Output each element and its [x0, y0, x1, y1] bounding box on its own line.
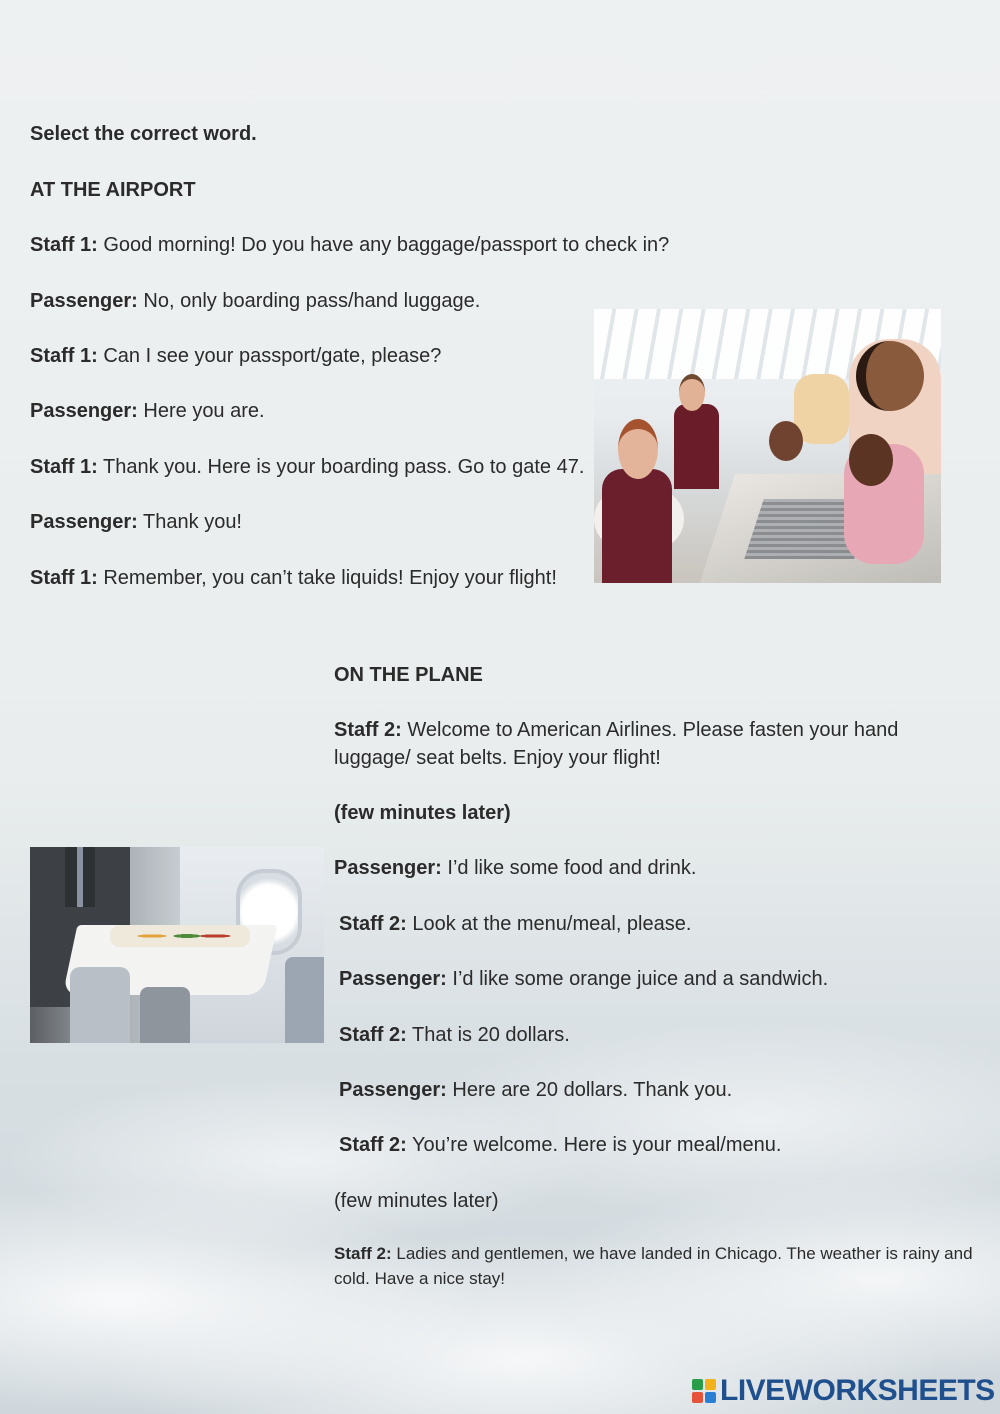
dialogue-line [339, 910, 691, 938]
airport-check-in-photo [594, 309, 941, 583]
dialogue-text: I’d like some orange juice and a sandwich. [452, 968, 829, 990]
speaker-label: Passenger: [334, 857, 442, 879]
speaker-label: Staff 2: [334, 719, 402, 741]
speaker-label: Staff 2: [339, 913, 407, 935]
dialogue-text: Remember, you can’t take liquids! Enjoy your flight! [103, 567, 557, 589]
section-heading-plane: ON THE PLANE [334, 664, 483, 686]
dialogue-text: Ladies and gentlemen, we have landed in Chicago. The weather is rainy and cold. Have a nice stay! [334, 1244, 973, 1288]
speaker-label: Staff 1: [30, 234, 98, 256]
dialogue-text: Thank you. Here is your boarding pass. Go to gate 47. [103, 456, 585, 478]
dialogue-line [30, 453, 584, 481]
dialogue-line [30, 287, 480, 315]
speaker-label: Staff 1: [30, 456, 98, 478]
dialogue-text: Can I see your passport/gate, please? [103, 345, 442, 367]
dialogue-line [30, 564, 557, 592]
dialogue-text: Welcome to American Airlines. Please fasten your hand luggage/ seat belts. Enjoy your flight! [334, 719, 899, 769]
stage-direction: (few minutes later) [334, 1190, 499, 1212]
dialogue-text: Look at the menu/meal, please. [412, 913, 692, 935]
speaker-label: Staff 1: [30, 567, 98, 589]
instruction: Select the correct word. [30, 123, 257, 145]
dialogue-line [339, 1021, 570, 1049]
dialogue-line [30, 231, 669, 259]
stage-direction: (few minutes later) [334, 802, 511, 824]
dialogue-text: No, only boarding pass/hand luggage. [143, 290, 481, 312]
speaker-label: Passenger: [30, 290, 138, 312]
dialogue-line [30, 342, 441, 370]
speaker-label: Passenger: [339, 1079, 447, 1101]
dialogue-line [339, 965, 828, 993]
section-heading-airport: AT THE AIRPORT [30, 179, 196, 201]
speaker-label: Passenger: [30, 511, 138, 533]
dialogue-line [334, 854, 696, 882]
speaker-label: Staff 1: [30, 345, 98, 367]
speaker-label: Passenger: [30, 400, 138, 422]
dialogue-line [339, 1131, 781, 1159]
dialogue-text: Here you are. [143, 400, 265, 422]
dialogue-text: Here are 20 dollars. Thank you. [452, 1079, 733, 1101]
in-flight-meal-photo [30, 847, 324, 1043]
dialogue-line [334, 716, 934, 772]
logo-text: LIVEWORKSHEETS [720, 1374, 995, 1407]
dialogue-line [334, 1241, 974, 1291]
dialogue-text: Thank you! [143, 511, 242, 533]
dialogue-line [30, 397, 265, 425]
speaker-label: Staff 2: [339, 1134, 407, 1156]
dialogue-text: I’d like some food and drink. [447, 857, 697, 879]
dialogue-text: That is 20 dollars. [412, 1024, 570, 1046]
speaker-label: Passenger: [339, 968, 447, 990]
liveworksheets-logo[interactable] [692, 1374, 995, 1408]
speaker-label: Staff 2: [339, 1024, 407, 1046]
dialogue-line [339, 1076, 732, 1104]
dialogue-text: Good morning! Do you have any baggage/passport to check in? [103, 234, 670, 256]
dialogue-text: You’re welcome. Here is your meal/menu. [412, 1134, 782, 1156]
dialogue-line [30, 508, 242, 536]
liveworksheets-logo-icon [692, 1379, 716, 1403]
speaker-label: Staff 2: [334, 1244, 392, 1263]
